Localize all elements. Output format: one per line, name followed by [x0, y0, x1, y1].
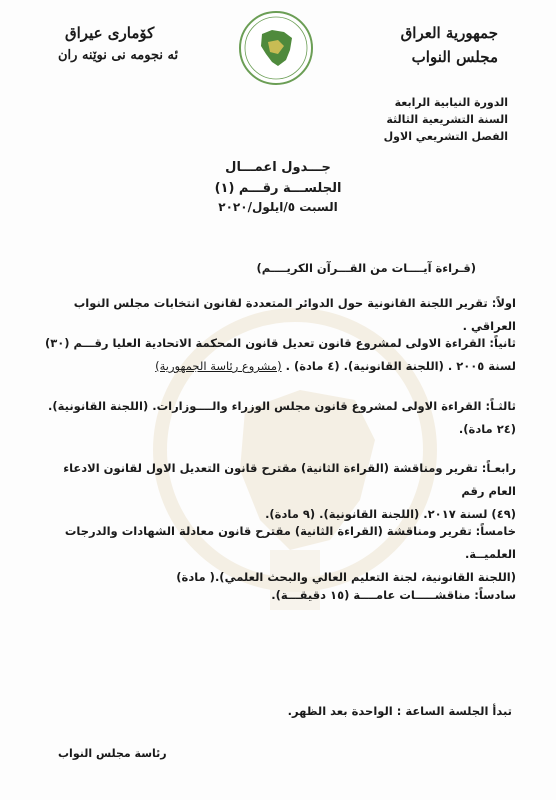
agenda-item-3-line2: (٢٤ مادة). — [458, 422, 516, 436]
header-kurdish-council: ئه نجومه نی نوێنه ران — [58, 48, 179, 63]
legislative-year: السنة التشريعية الثالثة — [386, 113, 508, 126]
agenda-title-block — [0, 160, 556, 214]
header-council-of-representatives: مجلس النواب — [411, 48, 498, 66]
legislative-term: الفصل التشريعي الاول — [383, 130, 508, 143]
session-start-time: تبدأ الجلسة الساعة : الواحدة بعد الظهر. — [287, 704, 512, 718]
agenda-item-5-line1: خامساً: تقرير ومناقشة (القراءة الثانية) مقترح قانون معادلة الشهادات والدرجات العلميــة. — [64, 524, 516, 561]
agenda-item-1: اولاً: تقرير اللجنة القانونية حول الدوائر المتعددة لقانون انتخابات مجلس النواب العراقي . — [73, 296, 516, 333]
agenda-item-3-line1: ثالثـاً: القراءة الاولى لمشروع قانون مجلس الوزراء والــــوزارات. (اللجنة القانونية). — [48, 399, 516, 413]
council-logo — [228, 8, 324, 88]
agenda-item-4-line1: رابعـاً: تقرير ومناقشة (القراءة الثانية) مقترح قانون التعديل الاول لقانون الادعاء العام رقم — [63, 461, 516, 498]
header-republic-of-iraq: جمهورية العراق — [400, 24, 498, 42]
agenda-item-2-detail: لسنة ٢٠٠٥ . (اللجنة القانونية). (٤ مادة) . — [285, 359, 516, 373]
agenda-item-5-line2: (اللجنة القانونية، لجنة التعليم العالي والبحث العلمي).( مادة) — [176, 570, 516, 584]
session-info — [384, 94, 508, 145]
agenda-item-2-note: (مشروع رئاسة الجمهورية) — [155, 359, 282, 373]
session-date: السبت ٥/ايلول/٢٠٢٠ — [218, 200, 338, 214]
quran-reading: (قـراءة آيــــات من القـــرآن الكريــــم) — [256, 261, 476, 275]
agenda-item-5 — [36, 520, 516, 589]
agenda-title: جـــدول اعمـــال — [225, 160, 331, 175]
agenda-item-4-line2: (٤٩) لسنة ٢٠١٧. (اللجنة القانونية). (٩ مادة). — [265, 507, 516, 521]
header-kurdish-republic: کۆماری عیراق — [65, 24, 155, 42]
agenda-item-6: سادساً: مناقشـــــات عامــــة (١٥ دقيقـــة). — [271, 588, 516, 602]
agenda-item-2-line1: ثانياً: القراءة الاولى لمشروع قانون تعديل قانون المحكمة الاتحادية العليا رقـــم (٣٠) — [44, 336, 516, 350]
parliamentary-term: الدورة النيابية الرابعة — [394, 96, 508, 109]
session-number: الجلســـة رقـــم (١) — [214, 181, 342, 196]
agenda-item-2-line2 — [36, 355, 516, 378]
agenda-item-4 — [36, 457, 516, 526]
signature-presidency: رئاسة مجلس النواب — [58, 747, 167, 760]
agenda-item-3 — [36, 395, 516, 441]
agenda-item-2 — [36, 332, 516, 378]
